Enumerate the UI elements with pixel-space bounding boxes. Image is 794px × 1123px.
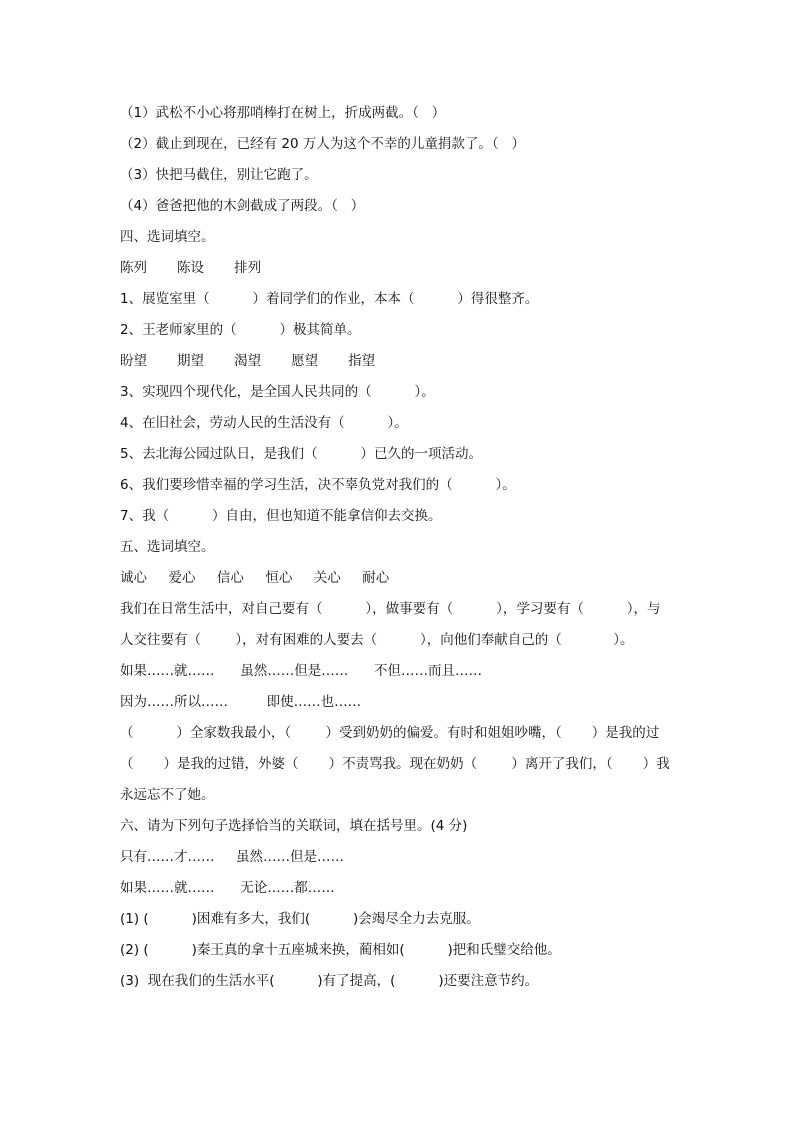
q3-item-3: （3）快把马截住，别让它跑了。 <box>120 167 318 183</box>
s6-item-1: (1) ( )困难有多大，我们( )会竭尽全力去克服。 <box>120 911 480 927</box>
s5-paragraph-1a: 我们在日常生活中，对自己要有（ ），做事要有（ ），学习要有（ ），与 <box>120 601 661 617</box>
s5-paragraph-2c: 永远忘不了她。 <box>120 787 215 803</box>
q3-item-1: （1）武松不小心将那哨棒打在树上，折成两截。（ ） <box>120 105 446 121</box>
conjunction-bank-1: 如果……就…… 虽然……但是…… 不但……而且…… <box>120 663 482 679</box>
s4-item-4: 4、在旧社会，劳动人民的生活没有（ ）。 <box>120 415 408 431</box>
conjunction-bank-2: 因为……所以…… 即使……也…… <box>120 694 362 710</box>
s4-item-5: 5、去北海公园过队日，是我们（ ）已久的一项活动。 <box>120 446 483 462</box>
s4-item-6: 6、我们要珍惜幸福的学习生活，决不辜负党对我们的（ ）。 <box>120 477 516 493</box>
s4-item-3: 3、实现四个现代化，是全国人民共同的（ ）。 <box>120 384 435 400</box>
word-bank-3: 诚心 爱心 信心 恒心 关心 耐心 <box>120 570 390 586</box>
word-bank-2: 盼望 期望 渴望 愿望 指望 <box>120 353 376 369</box>
s6-item-2: (2) ( )秦王真的拿十五座城来换，蔺相如( )把和氏璧交给他。 <box>120 942 561 958</box>
section-6-title: 六、请为下列句子选择恰当的关联词，填在括号里。(4 分) <box>120 818 468 834</box>
s5-paragraph-2b: （ ）是我的过错，外婆（ ）不责骂我。现在奶奶（ ）离开了我们，（ ）我 <box>120 756 670 772</box>
s4-item-1: 1、展览室里（ ）着同学们的作业，本本（ ）得很整齐。 <box>120 291 539 307</box>
word-bank-1: 陈列 陈设 排列 <box>120 260 262 276</box>
q3-item-4: （4）爸爸把他的木剑截成了两段。（ ） <box>120 198 365 214</box>
s5-paragraph-2a: （ ）全家数我最小，（ ）受到奶奶的偏爱。有时和姐姐吵嘴，（ ）是我的过 <box>120 725 660 741</box>
q3-item-2: （2）截止到现在，已经有 20 万人为这个不幸的儿童捐款了。（ ） <box>120 136 525 152</box>
s4-item-2: 2、王老师家里的（ ）极其简单。 <box>120 322 361 338</box>
section-4-title: 四、选词填空。 <box>120 229 215 245</box>
worksheet-page <box>120 100 680 999</box>
s5-paragraph-1b: 人交往要有（ ），对有困难的人要去（ ），向他们奉献自己的（ ）。 <box>120 632 634 648</box>
section-5-title: 五、选词填空。 <box>120 539 215 555</box>
s4-item-7: 7、我（ ）自由，但也知道不能拿信仰去交换。 <box>120 508 442 524</box>
conjunction-bank-4: 如果……就…… 无论……都…… <box>120 880 335 896</box>
s6-item-3: (3) 现在我们的生活水平( )有了提高，( )还要注意节约。 <box>120 973 539 989</box>
conjunction-bank-3: 只有……才…… 虽然……但是…… <box>120 849 344 865</box>
